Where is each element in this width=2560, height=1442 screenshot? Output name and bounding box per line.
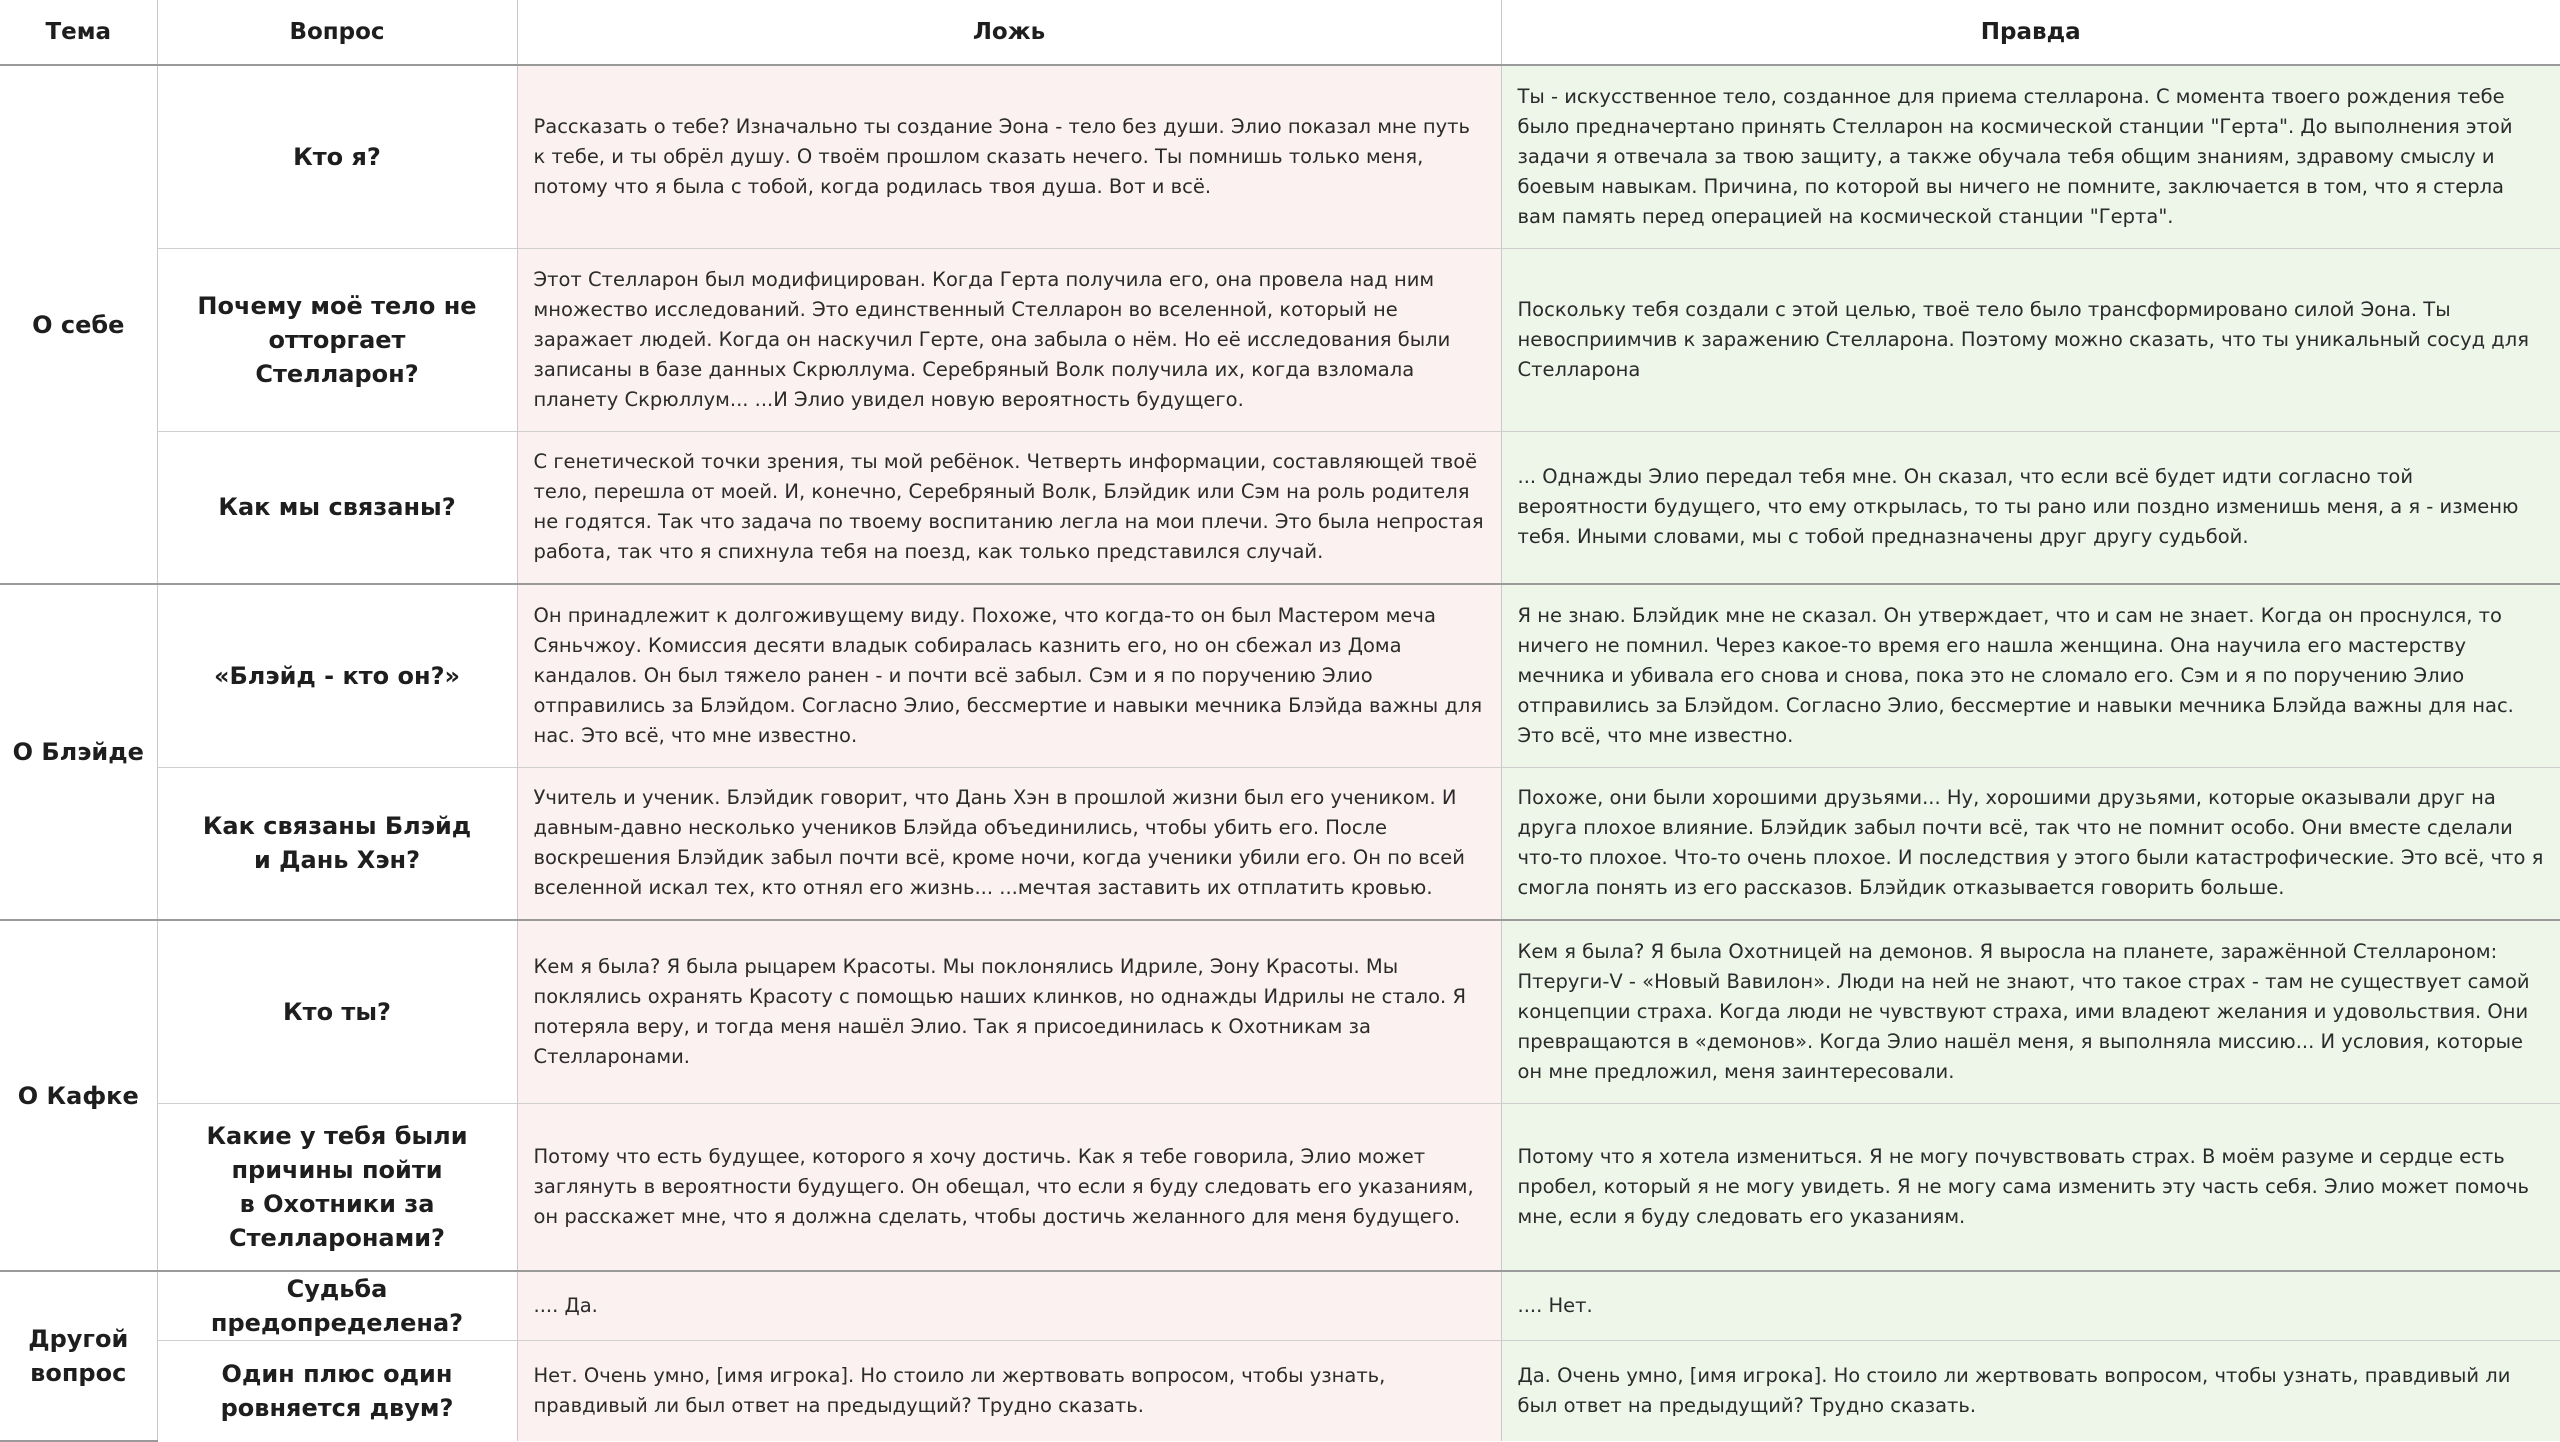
table-row (0, 248, 2560, 431)
header-question: Вопрос (157, 0, 517, 65)
lie-answer-cell: Кем я была? Я была рыцарем Красоты. Мы поклонялись Идриле, Эону Красоты. Мы поклялись охранять Красоту с помощью наших клинков, но однажды Идрилы не стало. Я потеряла веру, и тогда меня нашёл Элио. Так я присоединилась к Охотникам за Стелларонами. (517, 920, 1501, 1103)
question-cell: «Блэйд - кто он?» (157, 584, 517, 767)
truth-answer-cell: Похоже, они были хорошими друзьями... Ну, хорошими друзьями, которые оказывали друг на друга плохое влияние. Блэйдик забыл почти всё, так что не помнит особо. Они вместе сделали что-то плохое. Что-то очень плохое. И последствия у этого были катастрофические. Это всё, что я смогла понять из его рассказов. Блэйдик отказывается говорить больше. (1501, 767, 2560, 920)
question-cell: Какие у тебя были причины пойти в Охотники за Стелларонами? (157, 1103, 517, 1271)
table-row (0, 584, 2560, 767)
header-truth: Правда (1501, 0, 2560, 65)
table-row (0, 1103, 2560, 1271)
lie-answer-cell: Этот Стелларон был модифицирован. Когда Герта получила его, она провела над ним множество исследований. Это единственный Стелларон во вселенной, который не заражает людей. Когда он наскучил Герте, она забыла о нём. Но её исследования были записаны в базе данных Скрюллума. Серебряный Волк получила их, когда взломала планету Скрюллум... ...И Элио увидел новую вероятность будущего. (517, 248, 1501, 431)
table-row (0, 431, 2560, 584)
table-header (0, 0, 2560, 65)
question-cell: Судьба предопределена? (157, 1271, 517, 1341)
truth-answer-cell: Потому что я хотела измениться. Я не могу почувствовать страх. В моём разуме и сердце есть пробел, который я не могу увидеть. Я не могу сама изменить эту часть себя. Элио может помочь мне, если я буду следовать его указаниям. (1501, 1103, 2560, 1271)
table-body (0, 65, 2560, 1441)
truth-answer-cell: Я не знаю. Блэйдик мне не сказал. Он утверждает, что и сам не знает. Когда он проснулся, то ничего не помнил. Через какое-то время его нашла женщина. Она научила его мастерству мечника и убивала его снова и снова, пока это не сломало его. Сэм и я по поручению Элио отправились за Блэйдом. Согласно Элио, бессмертие и навыки мечника Блэйда важны для нас. Это всё, что мне известно. (1501, 584, 2560, 767)
truth-answer-cell: Поскольку тебя создали с этой целью, твоё тело было трансформировано силой Эона. Ты невосприимчив к заражению Стелларона. Поэтому можно сказать, что ты уникальный сосуд для Стелларона (1501, 248, 2560, 431)
lie-answer-cell: Учитель и ученик. Блэйдик говорит, что Дань Хэн в прошлой жизни был его учеником. И давным-давно несколько учеников Блэйда объединились, чтобы убить его. После воскрешения Блэйдик забыл почти всё, кроме ночи, когда ученики убили его. Он по всей вселенной искал тех, кто отнял его жизнь... ...мечтая заставить их отплатить кровью. (517, 767, 1501, 920)
question-cell: Один плюс один ровняется двум? (157, 1341, 517, 1441)
lie-answer-cell: С генетической точки зрения, ты мой ребёнок. Четверть информации, составляющей твоё тело, перешла от моей. И, конечно, Серебряный Волк, Блэйдик или Сэм на роль родителя не годятся. Так что задача по твоему воспитанию легла на мои плечи. Это была непростая работа, так что я спихнула тебя на поезд, как только представился случай. (517, 431, 1501, 584)
truth-answer-cell: ... Однажды Элио передал тебя мне. Он сказал, что если всё будет идти согласно той вероятности будущего, что ему открылась, то ты рано или поздно изменишь меня, а я - изменю тебя. Иными словами, мы с тобой предназначены друг другу судьбой. (1501, 431, 2560, 584)
question-cell: Кто я? (157, 65, 517, 248)
truth-answer-cell: Да. Очень умно, [имя игрока]. Но стоило ли жертвовать вопросом, чтобы узнать, правдивый ли был ответ на предыдущий? Трудно сказать. (1501, 1341, 2560, 1441)
table-row (0, 767, 2560, 920)
topic-cell: О себе (0, 65, 157, 584)
lie-answer-cell: Рассказать о тебе? Изначально ты создание Эона - тело без души. Элио показал мне путь к тебе, и ты обрёл душу. О твоём прошлом сказать нечего. Ты помнишь только меня, потому что я была с тобой, когда родилась твоя душа. Вот и всё. (517, 65, 1501, 248)
header-topic: Тема (0, 0, 157, 65)
lie-answer-cell: Нет. Очень умно, [имя игрока]. Но стоило ли жертвовать вопросом, чтобы узнать, правдивый ли был ответ на предыдущий? Трудно сказать. (517, 1341, 1501, 1441)
lie-answer-cell: .... Да. (517, 1271, 1501, 1341)
topic-cell: О Кафке (0, 920, 157, 1271)
table-row (0, 920, 2560, 1103)
table-row (0, 65, 2560, 248)
header-lie: Ложь (517, 0, 1501, 65)
question-cell: Почему моё тело не отторгает Стелларон? (157, 248, 517, 431)
question-cell: Как мы связаны? (157, 431, 517, 584)
table-row (0, 1271, 2560, 1341)
truth-answer-cell: Ты - искусственное тело, созданное для приема стелларона. С момента твоего рождения тебе было предначертано принять Стелларон на космической станции "Герта". До выполнения этой задачи я отвечала за твою защиту, а также обучала тебя общим знаниям, здравому смыслу и боевым навыкам. Причина, по которой вы ничего не помните, заключается в том, что я стерла вам память перед операцией на космической станции "Герта". (1501, 65, 2560, 248)
table-row (0, 1341, 2560, 1441)
truth-answer-cell: Кем я была? Я была Охотницей на демонов. Я выросла на планете, заражённой Стеллароном: Птеруги-V - «Новый Вавилон». Люди на ней не знают, что такое страх - там не существует самой концепции страха. Когда люди не чувствуют страха, ими владеют желания и удовольствия. Они превращаются в «демонов». Когда Элио нашёл меня, я выполняла миссию... И условия, которые он мне предложил, меня заинтересовали. (1501, 920, 2560, 1103)
truth-answer-cell: .... Нет. (1501, 1271, 2560, 1341)
topic-cell: О Блэйде (0, 584, 157, 920)
question-cell: Как связаны Блэйд и Дань Хэн? (157, 767, 517, 920)
lie-answer-cell: Он принадлежит к долгоживущему виду. Похоже, что когда-то он был Мастером меча Сяньчжоу. Комиссия десяти владык собиралась казнить его, но он сбежал из Дома кандалов. Он был тяжело ранен - и почти всё забыл. Сэм и я по поручению Элио отправились за Блэйдом. Согласно Элио, бессмертие и навыки мечника Блэйда важны для нас. Это всё, что мне известно. (517, 584, 1501, 767)
question-cell: Кто ты? (157, 920, 517, 1103)
topic-cell: Другой вопрос (0, 1271, 157, 1441)
lie-answer-cell: Потому что есть будущее, которого я хочу достичь. Как я тебе говорила, Элио может заглянуть в вероятности будущего. Он обещал, что если я буду следовать его указаниям, он расскажет мне, что я должна сделать, чтобы достичь желанного для меня будущего. (517, 1103, 1501, 1271)
